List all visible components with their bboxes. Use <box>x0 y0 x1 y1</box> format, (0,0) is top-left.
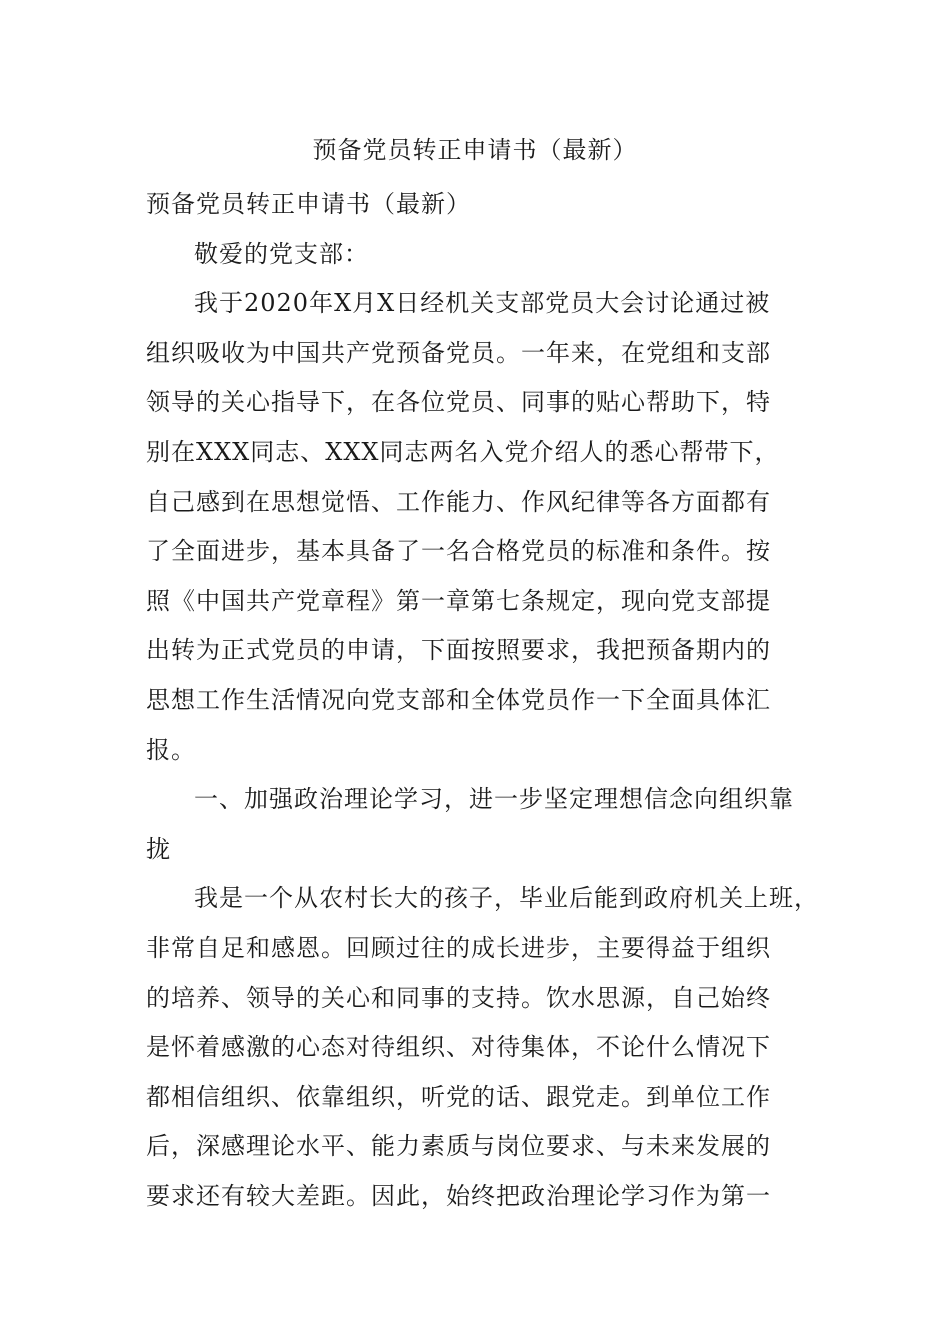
paragraph-line: 报。 <box>146 735 196 764</box>
paragraph-line: 别在XXX同志、XXX同志两名入党介绍人的悉心帮带下， <box>146 437 780 466</box>
paragraph-intro <box>146 279 814 775</box>
paragraph-line: 出转为正式党员的申请，下面按照要求，我把预备期内的 <box>146 636 771 665</box>
paragraph-line: 后，深感理论水平、能力素质与岗位要求、与未来发展的 <box>146 1132 771 1161</box>
heading-line: 拢 <box>146 834 171 863</box>
paragraph-line: 领导的关心指导下，在各位党员、同事的贴心帮助下，特 <box>146 388 771 417</box>
paragraph-line: 非常自足和感恩。回顾过往的成长进步，主要得益于组织 <box>146 933 771 962</box>
paragraph-line: 是怀着感激的心态对待组织、对待集体，不论什么情况下 <box>146 1033 771 1062</box>
paragraph-section-1 <box>146 874 819 1221</box>
paragraph-line: 思想工作生活情况向党支部和全体党员作一下全面具体汇 <box>146 685 771 714</box>
paragraph-line: 都相信组织、依靠组织，听党的话、跟党走。到单位工作 <box>146 1082 771 1111</box>
heading-line: 一、加强政治理论学习，进一步坚定理想信念向组织靠 <box>194 785 794 814</box>
paragraph-line: 要求还有较大差距。因此，始终把政治理论学习作为第一 <box>146 1181 771 1210</box>
paragraph-line: 我于2020年X月X日经机关支部党员大会讨论通过被 <box>194 289 771 318</box>
salutation: 敬爱的党支部： <box>194 239 369 268</box>
paragraph-line: 组织吸收为中国共产党预备党员。一年来，在党组和支部 <box>146 338 771 367</box>
document-body <box>146 180 819 1221</box>
paragraph-line: 自己感到在思想觉悟、工作能力、作风纪律等各方面都有 <box>146 487 771 516</box>
document-title: 预备党员转正申请书（最新） <box>312 136 638 164</box>
document-subtitle: 预备党员转正申请书（最新） <box>146 190 471 218</box>
section-heading-1 <box>146 775 814 874</box>
paragraph-line: 我是一个从农村长大的孩子，毕业后能到政府机关上班， <box>194 884 819 913</box>
paragraph-line: 的培养、领导的关心和同事的支持。饮水思源，自己始终 <box>146 983 771 1012</box>
paragraph-line: 了全面进步，基本具备了一名合格党员的标准和条件。按 <box>146 537 771 566</box>
paragraph-line: 照《中国共产党章程》第一章第七条规定，现向党支部提 <box>146 586 771 615</box>
